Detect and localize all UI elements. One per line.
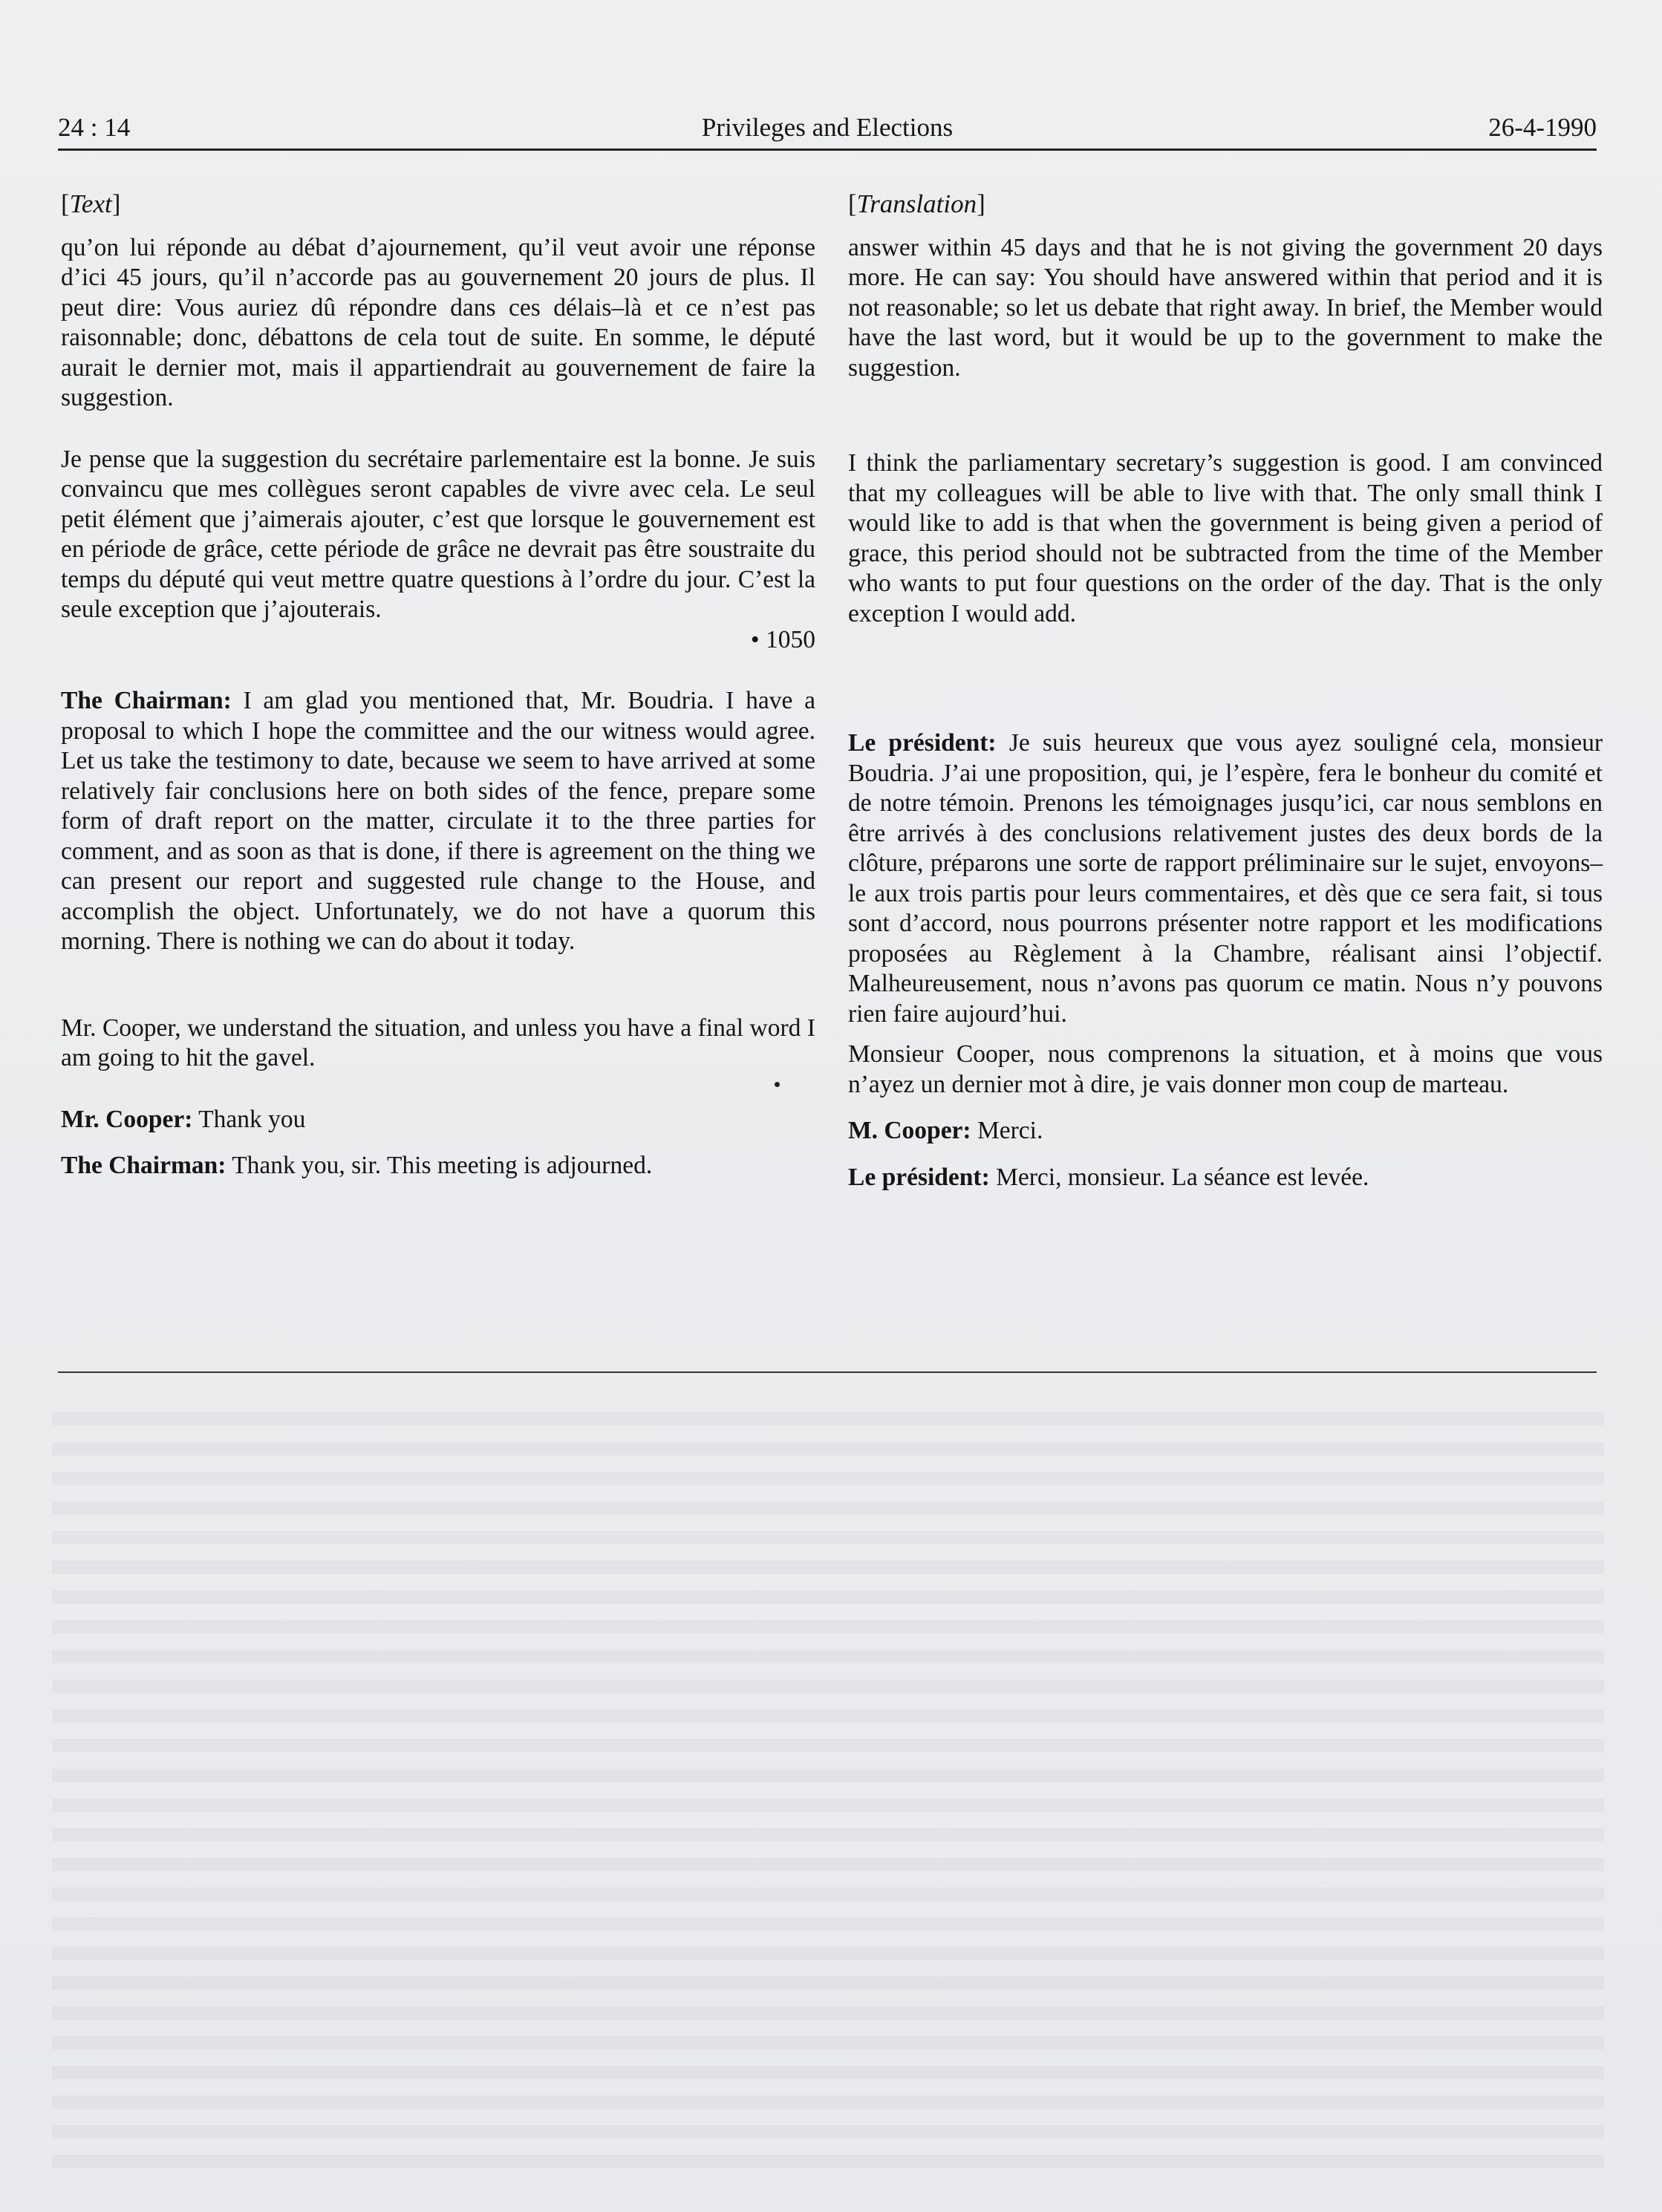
left-cooper-reply <box>61 1105 815 1135</box>
right-paragraph-2: I think the parliamentary secretary’s suggestion is good. I am convinced that my colleagues will be able to live with that. The only small think I would like to add is that when the government is being given a period of grace, this period should not be subtracted from the time of the Member who wants to put four questions on the order of the day. That is the only exception I would add. <box>848 449 1603 627</box>
right-chairman-statement <box>848 728 1603 1029</box>
right-column-marker: [Translation] <box>848 189 985 218</box>
header-page-number: 24 : 14 <box>58 113 131 142</box>
speaker-name: The Chairman: <box>61 1152 227 1179</box>
speech-text: Merci, monsieur. La séance est levée. <box>989 1163 1369 1191</box>
speech-text: Thank you <box>192 1105 306 1133</box>
right-column <box>848 189 1603 1193</box>
speaker-name: The Chairman: <box>61 687 232 714</box>
speech-text: Merci. <box>971 1117 1043 1144</box>
timestamp: • 1050 <box>750 625 815 653</box>
page-header <box>58 105 1597 151</box>
left-chairman-adjourn <box>61 1151 815 1181</box>
left-column <box>61 189 815 1181</box>
speaker-name: Le président: <box>848 1163 990 1191</box>
right-cooper-reply <box>848 1116 1603 1146</box>
left-paragraph-2: Je pense que la suggestion du secrétaire parlementaire est la bonne. Je suis convaincu que mes collègues seront capables de vivre avec cela. Le seul petit élément que j’aimerais ajouter, c’est que lorsque le gouvernement est en période de grâce, cette période de grâce ne devrait pas être soustraite du temps du député qui veut mettre quatre questions à l’ordre du jour. C’est la seule exception que j’ajouterais. <box>61 445 815 623</box>
left-chairman-statement <box>61 686 815 957</box>
bleed-through-background <box>52 1396 1604 2183</box>
speaker-name: Mr. Cooper: <box>61 1105 193 1133</box>
speech-text: Je suis heureux que vous ayez souligné cela, monsieur Boudria. J’ai une proposition, qui, je l’espère, fera le bonheur du comité et de notre témoin. Prenons les témoignages jusqu’ici, car nous semblons en être arrivés à des conclusions relativement justes des deux bords de la clôture, préparons une sorte de rapport préliminaire sur le sujet, envoyons–le aux trois partis pour leurs commentaires, et dès que ce sera fait, si tous sont d’accord, nous pourrons présenter notre rapport et les modifications proposées au Règlement à la Chambre, réalisant ainsi l’objectif. Malheureusement, nous n’avons pas quorum ce matin. Nous n’y pouvons rien faire aujourd’hui. <box>848 729 1603 1028</box>
right-chairman-adjourn <box>848 1163 1603 1193</box>
left-cooper-paragraph: Mr. Cooper, we understand the situation, and unless you have a final word I am going to hit the gavel. <box>61 1014 815 1071</box>
speech-text: Thank you, sir. This meeting is adjourned. <box>226 1152 653 1179</box>
header-date: 26-4-1990 <box>1488 113 1597 142</box>
right-cooper-paragraph: Monsieur Cooper, nous comprenons la situation, et à moins que vous n’ayez un dernier mot à dire, je vais donner mon coup de marteau. <box>848 1040 1603 1098</box>
right-paragraph-1: answer within 45 days and that he is not giving the government 20 days more. He can say: You should have answered within that period and it is not reasonable; so let us debate that right away. In brief, the Member would have the last word, but it would be up to the government to make the suggestion. <box>848 233 1603 382</box>
section-end-rule <box>58 1371 1597 1373</box>
speaker-name: M. Cooper: <box>848 1117 971 1144</box>
speaker-name: Le président: <box>848 729 997 757</box>
header-title: Privileges and Elections <box>701 113 954 142</box>
speech-text: I am glad you mentioned that, Mr. Boudria. I have a proposal to which I hope the committee and the our witness would agree. Let us take the testimony to date, because we seem to have arrived at some relatively fair conclusions here on both sides of the fence, prepare some form of draft report on the matter, circulate it to the three parties for comment, and as soon as that is done, if there is agreement on the thing we can present our report and suggested rule change to the House, and accomplish the object. Unfortunately, we do not have a quorum this morning. There is nothing we can do about it today. <box>61 687 815 955</box>
left-paragraph-1: qu’on lui réponde au débat d’ajournement, qu’il veut avoir une réponse d’ici 45 jours, qu’il n’accorde pas au gouvernement 20 jours de plus. Il peut dire: Vous auriez dû répondre dans ces délais–là et ce n’est pas raisonnable; donc, débattons de cela tout de suite. En somme, le député aurait le dernier mot, mais il appartiendrait au gouvernement de faire la suggestion. <box>61 233 815 411</box>
stray-dot-mark <box>775 1082 780 1087</box>
left-column-marker: [Text] <box>61 189 121 218</box>
